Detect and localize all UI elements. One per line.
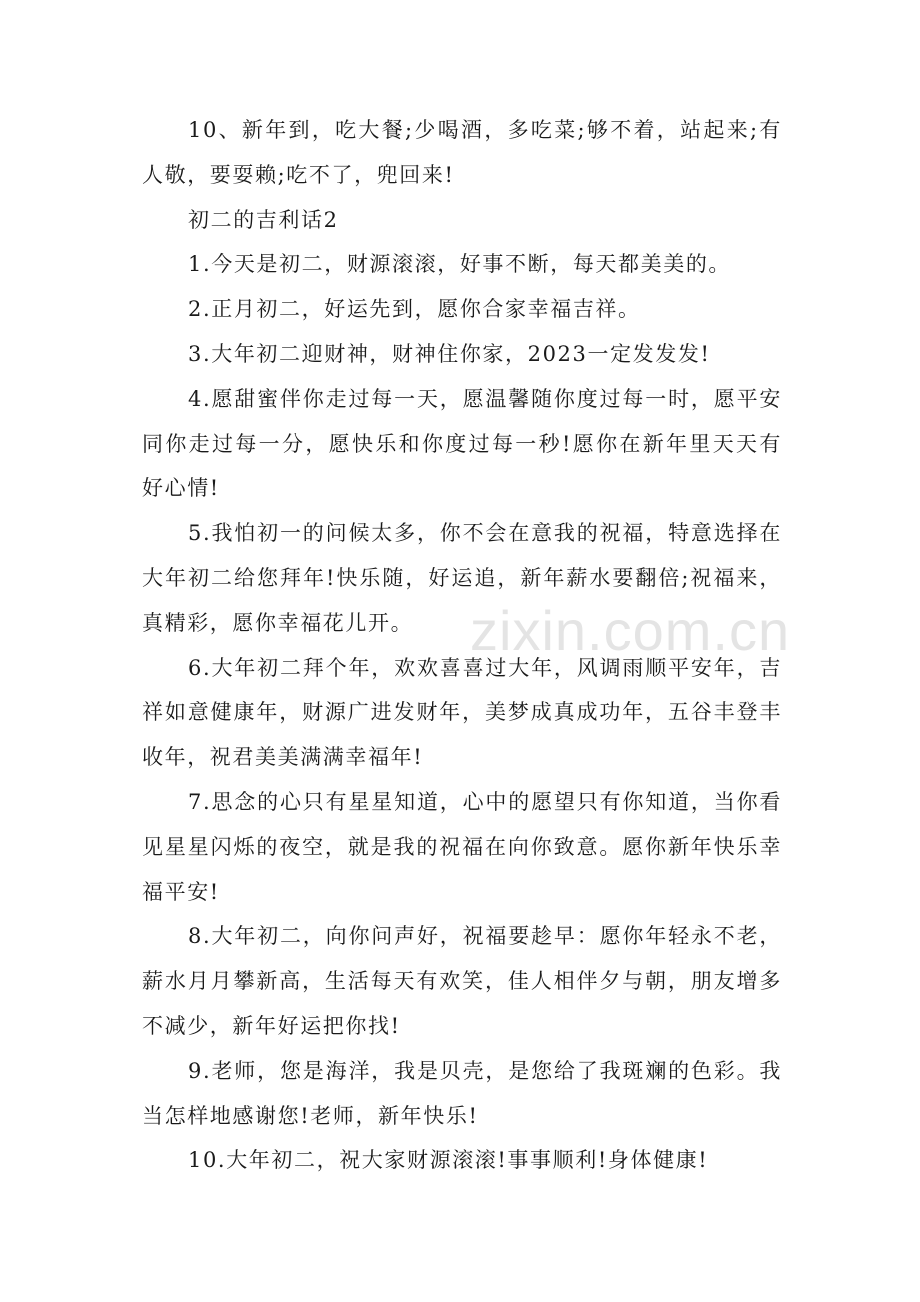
list-item: 9.老师，您是海洋，我是贝壳，是您给了我斑斓的色彩。我当怎样地感谢您!老师，新年快乐! <box>142 1058 782 1128</box>
list-item: 1.今天是初二，财源滚滚，好事不断，每天都美美的。 <box>188 252 732 277</box>
list-item: 5.我怕初一的问候太多，你不会在意我的祝福，特意选择在大年初二给您拜年!快乐随，好运追，新年薪水要翻倍;祝福来，真精彩，愿你幸福花儿开。 <box>142 521 782 635</box>
watermark: zixin.com.cn <box>470 599 791 662</box>
list-item: 8.大年初二，向你问声好，祝福要趁早：愿你年轻永不老，薪水月月攀新高，生活每天有欢笑，佳人相伴夕与朝，朋友增多不减少，新年好运把你找! <box>142 924 782 1038</box>
list-item: 7.思念的心只有星星知道，心中的愿望只有你知道，当你看见星星闪烁的夜空，就是我的祝福在向你致意。愿你新年快乐幸福平安! <box>142 789 782 904</box>
list-item: 4.愿甜蜜伴你走过每一天，愿温馨随你度过每一时，愿平安同你走过每一分，愿快乐和你度过每一秒!愿你在新年里天天有好心情! <box>142 386 782 501</box>
list-item: 3.大年初二迎财神，财神住你家，2023一定发发发! <box>188 341 711 366</box>
intro-paragraph: 10、新年到，吃大餐;少喝酒，多吃菜;够不着，站起来;有人敬，要耍赖;吃不了，兜回来! <box>142 118 782 187</box>
document-body <box>142 108 782 1183</box>
list-item: 2.正月初二，好运先到，愿你合家幸福吉祥。 <box>188 297 641 322</box>
section-heading: 初二的吉利话2 <box>188 207 339 232</box>
list-item: 10.大年初二，祝大家财源滚滚!事事顺利!身体健康! <box>188 1148 709 1173</box>
list-item: 6.大年初二拜个年，欢欢喜喜过大年，风调雨顺平安年，吉祥如意健康年，财源广进发财年，美梦成真成功年，五谷丰登丰收年，祝君美美满满幸福年! <box>142 655 782 770</box>
